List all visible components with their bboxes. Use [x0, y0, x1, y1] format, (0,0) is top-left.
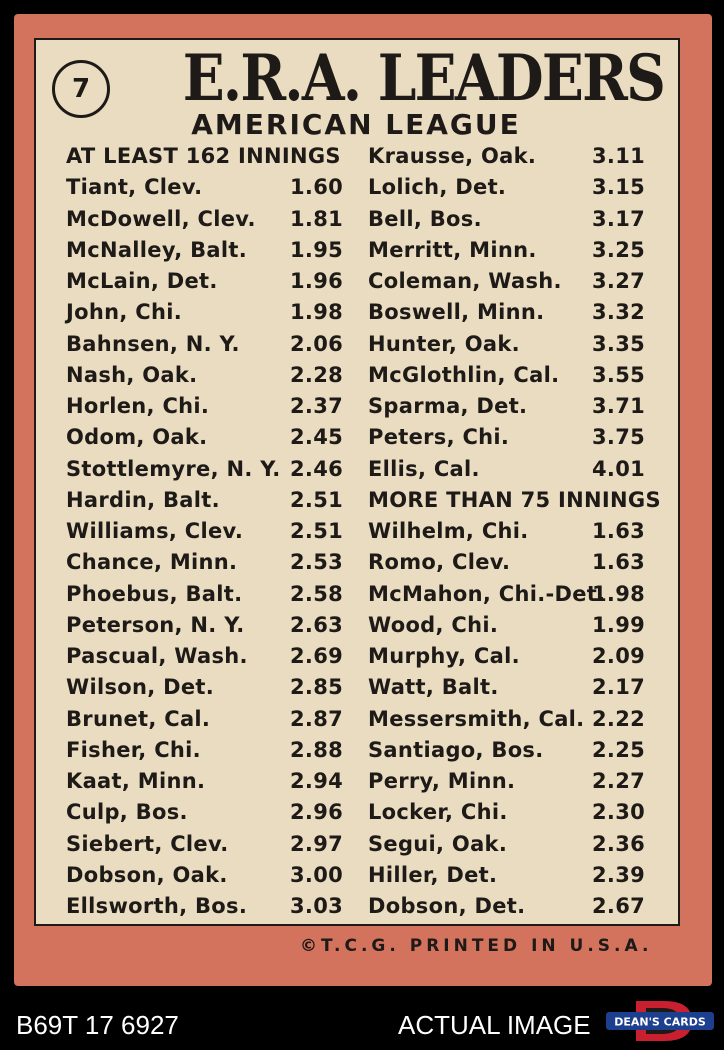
right-table-row — [368, 329, 644, 359]
era-value: 2.46 — [290, 456, 344, 481]
right-table-row — [368, 547, 644, 577]
pitcher-name: Horlen, Chi. — [66, 394, 210, 418]
era-value: 3.32 — [592, 300, 646, 325]
era-value: 3.11 — [592, 144, 646, 168]
pitcher-name: Odom, Oak. — [66, 425, 208, 450]
era-value: 3.35 — [592, 331, 646, 356]
left-table-row — [66, 391, 342, 421]
pitcher-name: Tiant, Clev. — [66, 175, 203, 200]
pitcher-name: Sparma, Det. — [368, 394, 528, 418]
pitcher-name: Peters, Chi. — [368, 425, 510, 450]
left-table-row — [66, 672, 342, 702]
pitcher-name: Dobson, Oak. — [66, 862, 228, 887]
pitcher-name: Peterson, N. Y. — [66, 612, 245, 637]
era-value: 2.58 — [290, 581, 344, 606]
pitcher-name: Merritt, Minn. — [368, 237, 537, 262]
era-value: 2.45 — [290, 425, 344, 450]
era-value: 3.27 — [592, 269, 646, 293]
left-table-row — [66, 797, 342, 827]
era-value: 2.09 — [592, 644, 646, 668]
left-table-row — [66, 297, 342, 327]
right-table-row — [368, 141, 644, 171]
card-subtitle: AMERICAN LEAGUE — [191, 108, 521, 141]
era-value: 3.75 — [592, 425, 646, 450]
pitcher-name: McNalley, Balt. — [66, 237, 247, 262]
right-table-row — [368, 516, 644, 546]
era-value: 3.25 — [592, 237, 646, 262]
right-table-row — [368, 672, 644, 702]
era-value: 1.99 — [592, 612, 646, 637]
pitcher-name: Locker, Chi. — [368, 800, 508, 825]
era-value: 2.51 — [290, 487, 344, 512]
pitcher-name: Nash, Oak. — [66, 362, 198, 387]
era-value: 2.69 — [290, 644, 344, 668]
right-table-row — [368, 704, 644, 734]
pitcher-name: Pascual, Wash. — [66, 644, 248, 668]
right-table-row — [368, 766, 644, 796]
pitcher-name: Fisher, Chi. — [66, 737, 201, 762]
right-table-row — [368, 391, 644, 421]
left-table-row — [66, 360, 342, 390]
pitcher-name: Messersmith, Cal. — [368, 706, 585, 731]
era-value: 1.63 — [592, 519, 646, 543]
era-value: 2.87 — [290, 706, 344, 731]
left-table-row — [66, 610, 342, 640]
right-table-row — [368, 579, 644, 609]
era-value: 2.63 — [290, 612, 344, 637]
era-value: 2.25 — [592, 737, 646, 762]
era-value: 3.03 — [290, 894, 344, 918]
logo-text: DEAN'S CARDS — [614, 1015, 706, 1029]
era-value: 1.98 — [592, 581, 646, 606]
era-value: 2.39 — [592, 862, 646, 887]
left-table-row — [66, 547, 342, 577]
right-table-row — [368, 204, 644, 234]
pitcher-name: Ellis, Cal. — [368, 456, 480, 481]
pitcher-name: Boswell, Minn. — [368, 300, 545, 325]
pitcher-name: Murphy, Cal. — [368, 644, 520, 668]
era-value: 2.94 — [290, 769, 344, 793]
right-table-row — [368, 360, 644, 390]
left-table-row — [66, 172, 342, 202]
pitcher-name: Williams, Clev. — [66, 519, 244, 543]
left-table-row — [66, 266, 342, 296]
actual-image-label: ACTUAL IMAGE — [398, 1010, 591, 1040]
right-table-row — [368, 266, 644, 296]
pitcher-name: Hunter, Oak. — [368, 331, 520, 356]
pitcher-name: Ellsworth, Bos. — [66, 894, 248, 918]
right-table-row — [368, 860, 644, 890]
right-table-row — [368, 797, 644, 827]
pitcher-name: Wood, Chi. — [368, 612, 499, 637]
pitcher-name: Romo, Clev. — [368, 550, 511, 575]
era-value: 3.71 — [592, 394, 646, 418]
right-table-row — [368, 172, 644, 202]
pitcher-name: Watt, Balt. — [368, 675, 499, 700]
pitcher-name: Culp, Bos. — [66, 800, 188, 825]
pitcher-name: Siebert, Clev. — [66, 831, 229, 856]
right-table-row — [368, 235, 644, 265]
right-table-row — [368, 829, 644, 859]
pitcher-name: Lolich, Det. — [368, 175, 507, 200]
right-table-row — [368, 297, 644, 327]
pitcher-name: McMahon, Chi.-Det. — [368, 581, 606, 606]
era-value: 2.28 — [290, 362, 344, 387]
era-value: 3.15 — [592, 175, 646, 200]
pitcher-name: Santiago, Bos. — [368, 737, 544, 762]
right-table-row — [368, 454, 644, 484]
pitcher-name: Stottlemyre, N. Y. — [66, 456, 281, 481]
left-table-row — [66, 860, 342, 890]
left-table-row — [66, 829, 342, 859]
era-value: 1.63 — [592, 550, 646, 575]
era-value: 2.53 — [290, 550, 344, 575]
left-column-header — [66, 141, 342, 171]
pitcher-name: Hiller, Det. — [368, 862, 498, 887]
era-value: 2.36 — [592, 831, 646, 856]
right-table-row — [368, 610, 644, 640]
left-table-row — [66, 485, 342, 515]
pitcher-name: Segui, Oak. — [368, 831, 508, 856]
left-table-row — [66, 454, 342, 484]
era-value: 2.67 — [592, 894, 646, 918]
right-table-row — [368, 735, 644, 765]
pitcher-name: Dobson, Det. — [368, 894, 526, 918]
era-value: 3.00 — [290, 862, 344, 887]
era-value: 2.97 — [290, 831, 344, 856]
pitcher-name: McLain, Det. — [66, 269, 218, 293]
left-table-row — [66, 422, 342, 452]
era-value: 2.88 — [290, 737, 344, 762]
right-table-row — [368, 641, 644, 671]
era-value: 1.95 — [290, 237, 344, 262]
card-number-badge — [52, 60, 110, 118]
left-table-row — [66, 235, 342, 265]
era-value: 3.55 — [592, 362, 646, 387]
left-table-row — [66, 704, 342, 734]
era-value: 4.01 — [592, 456, 646, 481]
era-value: 2.37 — [290, 394, 344, 418]
right-table-row — [368, 891, 644, 921]
card-number: 7 — [71, 74, 91, 104]
pitcher-name: John, Chi. — [66, 300, 182, 325]
era-value: 2.96 — [290, 800, 344, 825]
era-value: 2.27 — [592, 769, 646, 793]
era-value: 2.22 — [592, 706, 646, 731]
pitcher-name: MORE THAN 75 INNINGS — [368, 487, 661, 512]
era-value: 2.85 — [290, 675, 344, 700]
left-table-row — [66, 329, 342, 359]
left-table-row — [66, 516, 342, 546]
era-value: 1.98 — [290, 300, 344, 325]
pitcher-name: Perry, Minn. — [368, 769, 516, 793]
pitcher-name: McDowell, Clev. — [66, 206, 256, 231]
pitcher-name: Krausse, Oak. — [368, 144, 537, 168]
pitcher-name: McGlothlin, Cal. — [368, 362, 560, 387]
pitcher-name: Coleman, Wash. — [368, 269, 562, 293]
era-value: 1.60 — [290, 175, 344, 200]
pitcher-name: Bahnsen, N. Y. — [66, 331, 240, 356]
era-value: 2.06 — [290, 331, 344, 356]
left-table-row — [66, 891, 342, 921]
card-title: E.R.A. LEADERS — [182, 41, 665, 116]
left-table-row — [66, 735, 342, 765]
left-table-row — [66, 766, 342, 796]
era-value: 1.96 — [290, 269, 344, 293]
era-value: 2.17 — [592, 675, 646, 700]
right-column-header — [368, 485, 661, 515]
pitcher-name: AT LEAST 162 INNINGS — [66, 144, 341, 168]
pitcher-name: Bell, Bos. — [368, 206, 482, 231]
era-value: 2.51 — [290, 519, 344, 543]
left-table-row — [66, 579, 342, 609]
pitcher-name: Phoebus, Balt. — [66, 581, 243, 606]
left-table-row — [66, 641, 342, 671]
copyright-line: ©T.C.G. PRINTED IN U.S.A. — [300, 936, 653, 956]
pitcher-name: Hardin, Balt. — [66, 487, 220, 512]
pitcher-name: Wilhelm, Chi. — [368, 519, 529, 543]
left-table-row — [66, 204, 342, 234]
right-table-row — [368, 422, 644, 452]
deans-cards-logo — [606, 998, 714, 1044]
pitcher-name: Brunet, Cal. — [66, 706, 211, 731]
pitcher-name: Chance, Minn. — [66, 550, 238, 575]
era-value: 3.17 — [592, 206, 646, 231]
pitcher-name: Wilson, Det. — [66, 675, 215, 700]
cert-number: B69T 17 6927 — [16, 1010, 179, 1040]
era-value: 2.30 — [592, 800, 646, 825]
pitcher-name: Kaat, Minn. — [66, 769, 206, 793]
era-value: 1.81 — [290, 206, 344, 231]
